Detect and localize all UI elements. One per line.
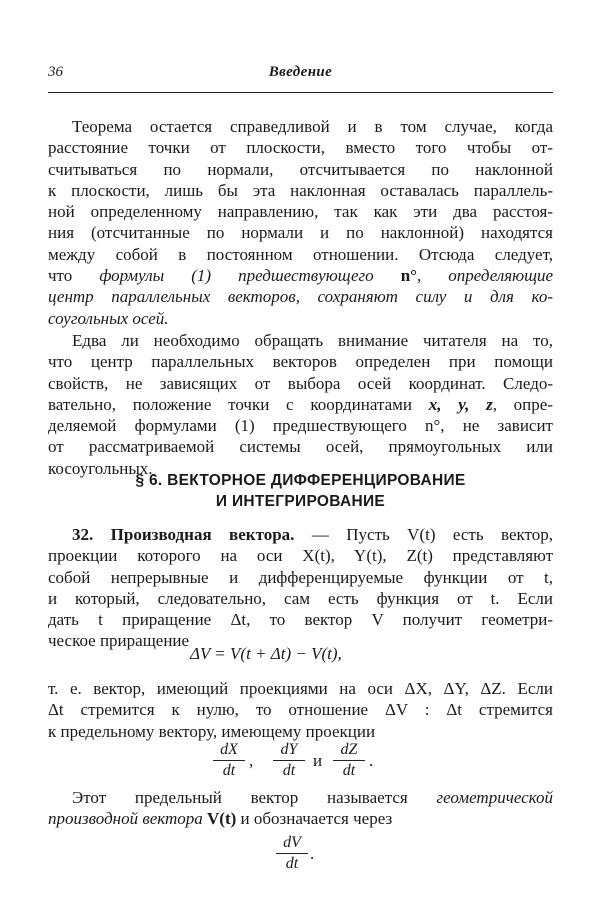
fraction-numerator: dV <box>276 834 308 854</box>
text-line: к предельному вектору, имеющему проекции <box>48 721 376 741</box>
text-line: считываться по нормали, отсчитывается по наклонной <box>48 159 553 179</box>
formula-delta-v: ΔV = V(t + Δt) − V(t), <box>190 644 342 663</box>
text-line: что центр параллельных векторов определен при помощи <box>48 352 553 372</box>
text-line: свойств, не зависящих от выбора осей координат. Следо- <box>48 373 553 393</box>
paragraph-center-independence <box>48 330 553 479</box>
text-line: проекции которого на оси X(t), Y(t), Z(t) представляют <box>48 546 553 566</box>
text-line: ной определенному направлению, так как эти два расстоя- <box>48 202 553 222</box>
text-line <box>48 524 553 545</box>
text-line: Теорема остается справедливой и в том случае, когда <box>72 117 553 136</box>
text-line <box>48 265 553 286</box>
fraction-dz-dt <box>333 741 365 780</box>
italic-span: , определяющие <box>416 266 553 286</box>
text-line: ния (отсчитанные по нормали и по наклонной) находятся <box>48 223 553 243</box>
fraction-denominator: dt <box>342 762 356 779</box>
section-heading <box>48 470 553 512</box>
text-span: что <box>48 266 100 286</box>
italic-span: x, y, z <box>428 394 493 414</box>
text-span: — Пусть V(t) есть вектор, <box>294 525 553 544</box>
fraction-dv-dt <box>276 834 308 873</box>
text-span: , опре- <box>492 394 553 414</box>
fraction-dx-dt <box>213 741 245 780</box>
text-line: ческое приращение <box>48 631 190 651</box>
fraction-denominator: dt <box>285 855 299 872</box>
text-line: собой непрерывные и дифференцируемые функции от t, <box>48 567 553 587</box>
paragraph-geometric-derivative <box>48 787 553 830</box>
text-line <box>48 787 553 808</box>
text-line: и который, следовательно, сам есть функция от t. Если <box>48 588 553 608</box>
paragraph-limit-vector <box>48 678 553 742</box>
text-span: Этот предельный вектор называется <box>72 788 437 807</box>
period: . <box>369 751 374 770</box>
italic-span: формулы (1) предшествующего <box>99 266 401 286</box>
bold-span: V(t) <box>207 809 237 829</box>
italic-span: геометрической <box>436 788 553 807</box>
text-line: между собой в постоянном отношении. Отсюда следует, <box>48 244 553 264</box>
fraction-dy-dt <box>273 741 305 780</box>
section-heading-line: § 6. ВЕКТОРНОЕ ДИФФЕРЕНЦИРОВАНИЕ <box>135 472 466 489</box>
text-line: соугольных осей. <box>48 308 169 328</box>
text-span: и обозначается через <box>236 809 393 829</box>
paragraph-vector-derivative <box>48 524 553 652</box>
bold-span: n° <box>400 266 417 286</box>
text-line: т. е. вектор, имеющий проекциями на оси ΔX, ΔY, ΔZ. Если <box>48 679 553 698</box>
article-heading: 32. Производная вектора. <box>72 525 295 544</box>
text-line: расстояние точки от плоскости, вместо того чтобы от- <box>48 138 553 158</box>
comma: , <box>249 751 254 770</box>
paragraph-theorem-remark <box>48 116 553 329</box>
text-line: Δt стремится к нулю, то отношение ΔV : Δt стремится <box>48 700 553 720</box>
italic-span: производной вектора <box>48 809 208 829</box>
fraction-numerator: dZ <box>333 741 365 761</box>
text-line: дать t приращение Δt, то вектор V получит геометри- <box>48 610 553 630</box>
header-rule <box>48 92 553 93</box>
running-head: Введение <box>268 64 333 80</box>
section-heading-line: И ИНТЕГРИРОВАНИЕ <box>215 493 386 510</box>
text-line <box>48 808 553 829</box>
fraction-denominator: dt <box>222 762 236 779</box>
text-line: Едва ли необходимо обращать внимание читателя на то, <box>72 331 553 350</box>
page-header <box>48 60 553 90</box>
text-span: вательно, положение точки с координатами <box>48 394 429 414</box>
fraction-denominator: dt <box>282 762 296 779</box>
fraction-numerator: dY <box>273 741 305 761</box>
conjunction: и <box>313 751 323 770</box>
text-line: к плоскости, лишь бы эта наклонная оставалась параллель- <box>48 180 553 200</box>
text-line: косоугольных. <box>48 458 153 478</box>
text-line: от рассматриваемой системы осей, прямоугольных или <box>48 437 553 457</box>
text-line: центр параллельных векторов, сохраняют силу и для ко- <box>48 287 553 307</box>
period: . <box>310 844 315 863</box>
page-number: 36 <box>48 64 63 80</box>
text-line: деляемой формулами (1) предшествующего n°, не зависит <box>48 416 553 436</box>
fraction-numerator: dX <box>213 741 245 761</box>
text-line <box>48 394 553 415</box>
